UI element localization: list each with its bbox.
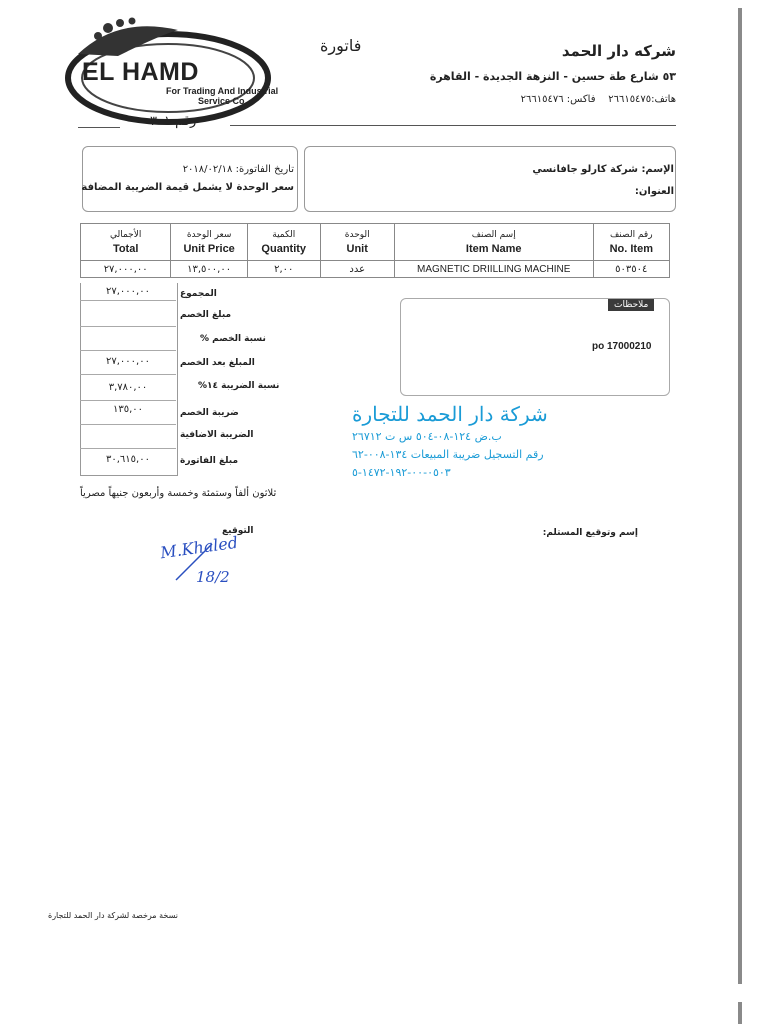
tax-note: سعر الوحدة لا يشمل قيمة الضريبة المضافة [81, 182, 294, 193]
company-address: ٥٣ شارع طة حسين - النزهة الجديدة - القاهرة [429, 70, 676, 83]
invoice-number: رقم ٣٠١ [150, 114, 197, 129]
added-tax-label: الضريبة الاضافية [180, 430, 254, 440]
company-phones [521, 94, 676, 105]
stamp-line-3: رقم التسجيل ضريبة المبيعات ١٣٤-٠٠٨-٦٢ [352, 448, 544, 461]
invoice-total-label: مبلغ الفاتورة [180, 456, 239, 466]
table-header-row [81, 224, 670, 261]
customer-box [304, 146, 676, 212]
discount-label: مبلغ الخصم [180, 310, 232, 320]
invoice-date-label: تاريخ الفاتورة: [235, 164, 294, 175]
notes-label: ملاحظات [608, 299, 654, 311]
col-header-quantity: الكمية Quantity [247, 224, 320, 261]
tax-rate-label: نسبة الضريبة ١٤% [198, 381, 280, 391]
amount-in-words: ثلاثون ألفاً وستمئة وخمسة وأربعون جنيهاً مصرياً [80, 488, 277, 499]
withholding-value: ١٣٥,٠٠ [112, 404, 144, 415]
col-header-total: الأجمالي Total [81, 224, 171, 261]
items-table [80, 223, 670, 278]
invoice-date: ٢٠١٨/٠٢/١٨ [182, 164, 233, 175]
col-header-unit: الوحدة Unit [320, 224, 394, 261]
discount-pct-label: نسبة الخصم % [200, 334, 266, 344]
divider [78, 127, 120, 128]
invoice-info-box [82, 146, 298, 212]
row-quantity: ٢,٠٠ [247, 261, 320, 278]
receiver-label: إسم وتوقيع المستلم: [542, 528, 638, 538]
signature-stroke [168, 540, 228, 584]
divider [80, 400, 176, 401]
logo-name: EL HAMD [82, 58, 199, 86]
po-number: po 17000210 [592, 341, 652, 352]
document-title: فاتورة [320, 36, 362, 55]
divider [80, 350, 176, 351]
signature-name: M.Khaled [159, 532, 240, 563]
customer-name-label: الإسم: [641, 164, 674, 175]
tax-amount-value: ٣,٧٨٠,٠٠ [108, 382, 148, 393]
divider [230, 125, 676, 126]
stamp-line-4: ٠٥٠٣-٠٠-١٩٢-١٤٧٢-٥ [352, 466, 451, 479]
logo-tagline-2: Service Co. [198, 96, 248, 106]
footer-note: نسخة مرخصة لشركة دار الحمد للتجارة [48, 911, 178, 920]
customer-name: شركة كارلو جافانسي [532, 164, 638, 175]
subtotal-value: ٢٧,٠٠٠,٠٠ [106, 286, 150, 297]
scan-edge-bottom [738, 1002, 742, 1024]
divider [80, 374, 176, 375]
fax-number: ٢٦٦١٥٤٧٦ [520, 94, 564, 105]
row-total: ٢٧,٠٠٠,٠٠ [81, 261, 171, 278]
table-row [81, 261, 670, 278]
stamp-company: شركة دار الحمد للتجارة [352, 402, 548, 426]
customer-address-label: العنوان: [634, 186, 674, 197]
after-discount-value: ٢٧,٠٠٠,٠٠ [106, 356, 150, 367]
scan-edge [738, 8, 742, 984]
invoice-date-row [183, 164, 294, 175]
phone-label: هاتف: [651, 94, 676, 105]
signature-date: 18/2 [196, 568, 230, 586]
divider [80, 424, 176, 425]
subtotal-label: المجموع [180, 289, 217, 299]
row-item-name: MAGNETIC DRIILLING MACHINE [394, 261, 593, 278]
withholding-label: ضريبة الخصم [180, 408, 239, 418]
row-item-no: ٥٠٣٥٠٤ [593, 261, 669, 278]
divider [80, 300, 176, 301]
col-header-item-no: رقم الصنف No. Item [593, 224, 669, 261]
phone-number: ٢٦٦١٥٤٧٥ [608, 94, 652, 105]
signature-label: التوقيع [222, 526, 254, 536]
divider [80, 326, 176, 327]
col-header-item-name: إسم الصنف Item Name [394, 224, 593, 261]
invoice-total-value: ٣٠,٦١٥,٠٠ [106, 454, 150, 465]
divider [80, 448, 176, 449]
company-name: شركه دار الحمد [561, 42, 676, 60]
customer-name-row [532, 164, 674, 175]
after-discount-label: المبلغ بعد الخصم [180, 358, 255, 368]
stamp-line-2: ب.ض ١٢٤-٠٨-٥٠٤ س ت ٢٦٧١٢ [352, 430, 502, 443]
row-unit-price: ١٣,٥٠٠,٠٠ [171, 261, 248, 278]
row-unit: عدد [320, 261, 394, 278]
logo-tagline-1: For Trading And Industrial [166, 86, 279, 96]
fax-label: فاكس: [566, 94, 596, 105]
col-header-unit-price: سعر الوحدة Unit Price [171, 224, 248, 261]
